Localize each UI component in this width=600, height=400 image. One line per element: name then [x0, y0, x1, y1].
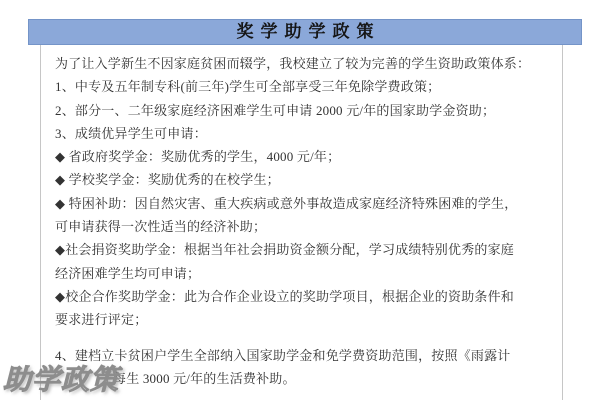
policy-item-4: 4、建档立卡贫困户学生全部纳入国家助学金和免学费资助范围，按照《雨露计: [55, 347, 511, 363]
intro-paragraph: 为了让入学新生不因家庭贫困而辍学，我校建立了较为完善的学生资助政策体系：: [55, 56, 531, 71]
bullet-social-donation-cont: 经济困难学生均可申请；: [55, 265, 201, 281]
bullet-enterprise-scholarship-cont: 要求进行评定；: [55, 312, 148, 328]
bullet-school-scholarship: ◆ 学校奖学金：奖励优秀的在校学生；: [55, 172, 280, 188]
bullet-hardship-subsidy: ◆ 特困补助：因自然灾害、重大疾病或意外事故造成家庭经济特殊困难的学生，: [55, 195, 518, 211]
bullet-enterprise-scholarship: ◆校企合作奖助学金：此为合作企业设立的奖助学项目，根据企业的资助条件和: [55, 288, 514, 304]
title-bar: [28, 19, 582, 45]
policy-content-box: [40, 45, 563, 400]
bullet-provincial-scholarship: ◆ 省政府奖学金：奖励优秀的学生，4000 元/年；: [55, 149, 341, 165]
policy-item-1: 1、中专及五年制专科(前三年)学生可全部享受三年免除学费政策；: [55, 79, 441, 95]
policy-item-3: 3、成绩优异学生可申请：: [55, 125, 207, 141]
bullet-hardship-subsidy-cont: 可申请获得一次性适当的经济补助；: [55, 219, 267, 235]
watermark-text: 助学政策: [3, 364, 120, 395]
policy-item-2: 2、部分一、二年级家庭经济困难学生可申请 2000 元/年的国家助学金资助；: [55, 102, 496, 118]
bullet-social-donation: ◆社会捐资奖助学金：根据当年社会捐助资金额分配，学习成绩特别优秀的家庭: [55, 242, 514, 258]
policy-item-4-cont: 每生 3000 元/年的生活费补助。: [113, 370, 296, 386]
page-title: 奖学助学政策: [236, 22, 381, 41]
